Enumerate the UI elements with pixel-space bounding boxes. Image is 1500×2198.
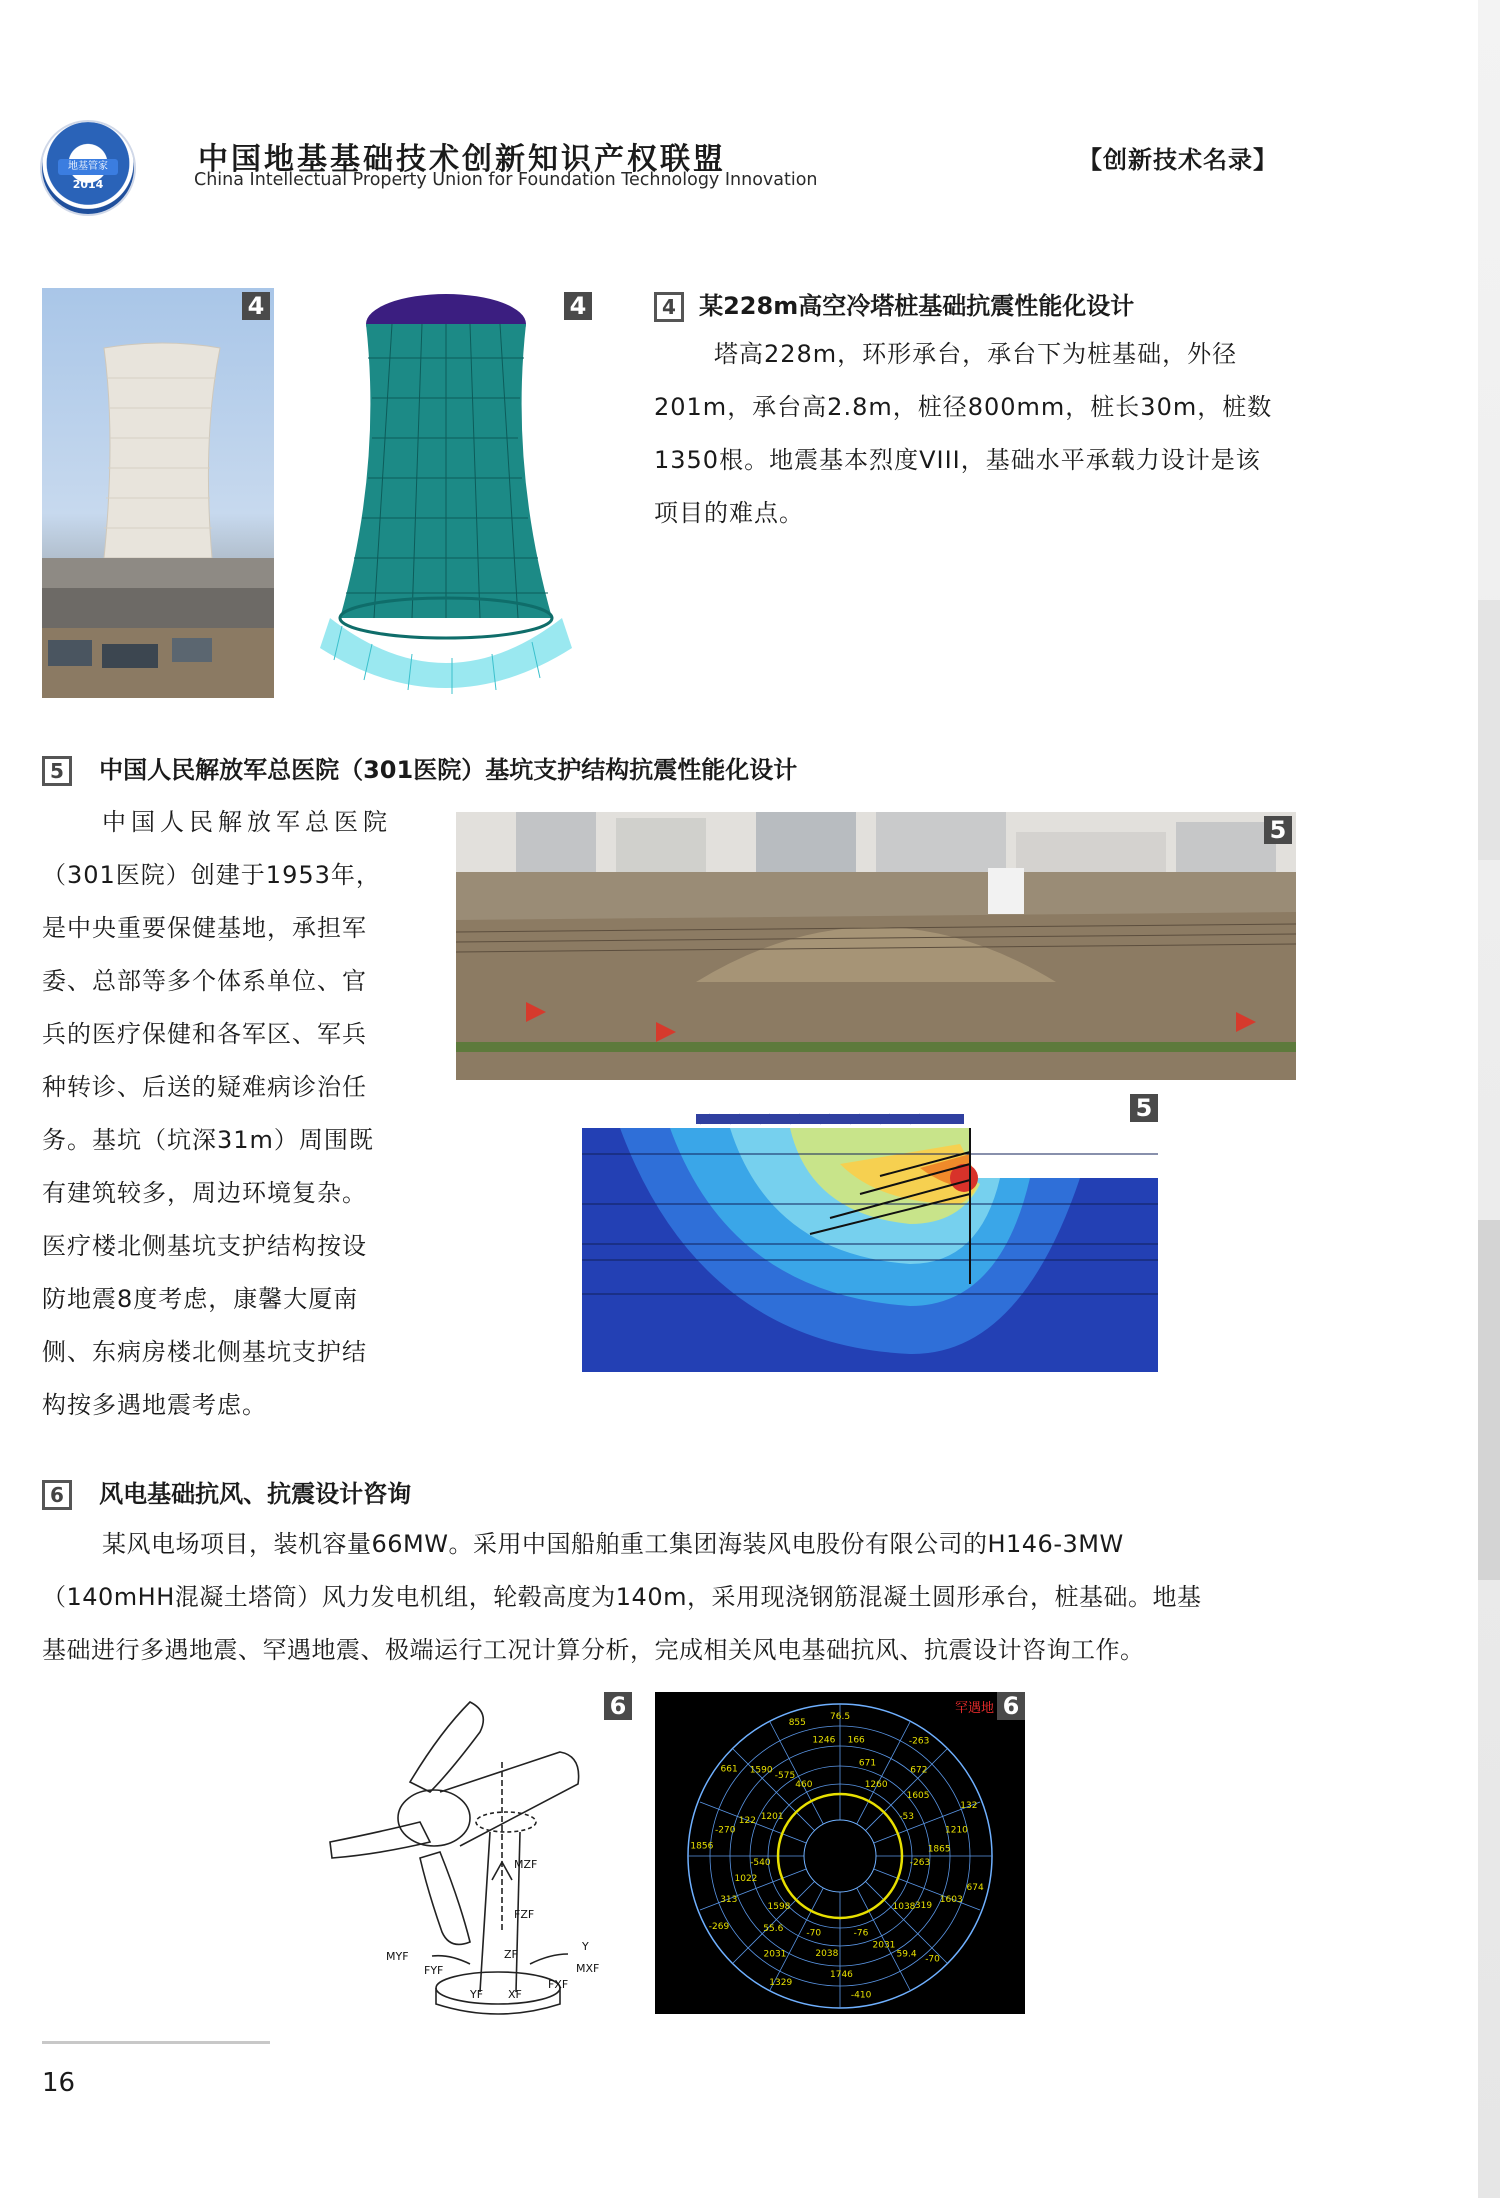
contour-value-label: 1746 [830,1970,853,1980]
contour-value-label: 1590 [749,1765,773,1776]
section5-body [42,796,420,1432]
contour-value-label: -410 [850,1990,872,2001]
wind-turbine-load-diagram [320,1692,632,2022]
turbine-diagram-drawing [320,1692,632,2022]
contour-value-label: -76 [853,1928,869,1939]
contour-title: 罕遇地 [955,1701,995,1716]
turbine-label: FXF [548,1978,569,1991]
contour-value-label: -53 [899,1812,915,1822]
cooling-tower-photo-drawing [42,288,274,698]
contour-value-label: 1605 [906,1790,930,1801]
turbine-label: Y [582,1940,589,1953]
contour-value-label: -70 [806,1928,822,1939]
model-badge: 5 [1130,1094,1158,1122]
section4-number: 4 [654,292,684,322]
contour-value-label: 1598 [767,1901,791,1912]
section6-line: 某风电场项目，装机容量66MW。采用中国船舶重工集团海装风电股份有限公司的H146-3MW [102,1530,1124,1558]
page-number: 16 [42,2068,76,2098]
section5-header [42,750,797,786]
contour-value-label: 2038 [815,1948,839,1959]
contour-value-label: 1201 [760,1812,784,1822]
contour-value-label: 671 [858,1758,877,1769]
contour-value-label: 1865 [927,1844,951,1855]
logo-text: 地基管家 [58,159,118,175]
turbine-badge: 6 [604,1692,632,1720]
contour-value-label: 1246 [812,1735,836,1746]
contour-value-label: 132 [960,1800,978,1811]
turbine-label: YF [470,1988,484,2001]
section5-line: 种转诊、后送的疑难病诊治任 [42,1073,367,1101]
section5-title: 中国人民解放军总医院（301医院）基坑支护结构抗震性能化设计 [99,756,798,784]
contour-value-label: -70 [925,1954,940,1965]
pile-cap-contour-plot [655,1692,1025,2014]
contour-value-label: 672 [910,1765,928,1776]
section4-title: 某228m高空冷塔桩基础抗震性能化设计 [699,292,1135,320]
section6-line: （140mHH混凝土塔筒）风力发电机组，轮毂高度为140m，采用现浇钢筋混凝土圆形承台，桩基础。地基 [42,1583,1202,1611]
contour-value-label: 1856 [690,1841,714,1852]
contour-badge: 6 [997,1692,1025,1720]
contour-value-label: 122 [738,1816,756,1827]
contour-value-label: 460 [795,1779,813,1790]
contour-value-label: 1603 [939,1895,963,1906]
section6-number: 6 [42,1480,72,1510]
photo-badge: 5 [1264,816,1292,844]
contour-value-label: -263 [908,1736,930,1747]
turbine-label: XF [508,1988,522,2001]
section5-line: 医疗楼北侧基坑支护结构按设 [42,1232,367,1260]
section5-line: （301医院）创建于1953年， [42,861,381,889]
turbine-label: FYF [424,1964,444,1977]
contour-value-label: 1329 [769,1978,793,1989]
page-edge-stripe [1478,0,1500,2198]
contour-value-label: 2031 [872,1940,896,1951]
foundation-pit-fem-model [580,1094,1160,1374]
contour-value-label: -540 [750,1858,771,1868]
contour-value-label: 59.4 [896,1949,917,1960]
contour-value-label: 2031 [763,1949,787,1960]
section4-line: 项目的难点。 [654,499,804,527]
photo-badge: 4 [242,292,270,320]
model-badge: 4 [564,292,592,320]
section6-header [42,1474,411,1510]
contour-value-label: -270 [715,1825,736,1836]
header-title-cn: 中国地基基础技术创新知识产权联盟 [198,142,726,177]
contour-value-label: 76.5 [830,1712,851,1722]
turbine-label: ZF [504,1948,518,1961]
footer-divider [42,2041,270,2044]
section5-line: 兵的医疗保健和各军区、军兵 [42,1020,367,1048]
section4-line: 塔高228m，环形承台，承台下为桩基础，外径 [714,340,1238,368]
contour-value-label: 1260 [864,1779,888,1790]
contour-plot-drawing [655,1692,1025,2014]
contour-value-label: 1038 [892,1901,916,1912]
cooling-tower-model [312,288,594,698]
contour-value-label: -575 [774,1771,796,1781]
header-tag: 【创新技术名录】 [1078,145,1278,174]
section6-line: 基础进行多遇地震、罕遇地震、极端运行工况计算分析，完成相关风电基础抗风、抗震设计咨询工作。 [42,1636,1145,1664]
cooling-tower-mesh-drawing [312,288,594,698]
turbine-label: MYF [386,1950,409,1963]
section4-body [654,328,1300,540]
foundation-pit-photo-drawing [456,812,1296,1080]
contour-value-label: 661 [720,1764,738,1775]
section5-line: 是中央重要保健基地，承担军 [42,914,367,942]
turbine-label: MZF [514,1858,538,1871]
turbine-label: MXF [576,1962,600,1975]
contour-value-label: 1210 [945,1825,968,1836]
section4-header [654,286,1134,322]
turbine-label: FZF [514,1908,535,1921]
contour-value-label: 166 [847,1735,865,1746]
contour-value-label: 1022 [734,1873,758,1884]
section4-line: 1350根。地震基本烈度VIII，基础水平承载力设计是该 [654,446,1261,474]
section5-line: 有建筑较多，周边环境复杂。 [42,1179,367,1207]
section6-title: 风电基础抗风、抗震设计咨询 [99,1480,412,1508]
alliance-logo [42,122,134,214]
contour-value-label: -263 [909,1858,931,1868]
section5-number: 5 [42,756,72,786]
section6-body [42,1518,1300,1677]
contour-value-label: -269 [708,1922,730,1932]
section5-line: 中国人民解放军总医院 [102,808,392,836]
cooling-tower-photo [42,288,274,698]
contour-value-label: 313 [720,1895,738,1906]
contour-value-label: 855 [788,1718,806,1729]
section5-line: 务。基坑（坑深31m）周围既 [42,1126,374,1154]
section5-line: 构按多遇地震考虑。 [42,1391,267,1419]
contour-value-label: 55.6 [763,1923,784,1934]
logo-year: 2014 [72,178,104,191]
section4-line: 201m，承台高2.8m，桩径800mm，桩长30m，桩数 [654,393,1273,421]
foundation-pit-photo [456,812,1296,1080]
foundation-pit-contour-drawing [580,1094,1160,1374]
section5-line: 委、总部等多个体系单位、官 [42,967,367,995]
contour-value-label: 319 [914,1901,933,1911]
section5-line: 侧、东病房楼北侧基坑支护结 [42,1338,367,1366]
header-title-en: China Intellectual Property Union for Foundation Technology Innovation [194,170,818,190]
contour-value-label: 674 [966,1883,984,1894]
section5-line: 防地震8度考虑，康馨大厦南 [42,1285,359,1313]
